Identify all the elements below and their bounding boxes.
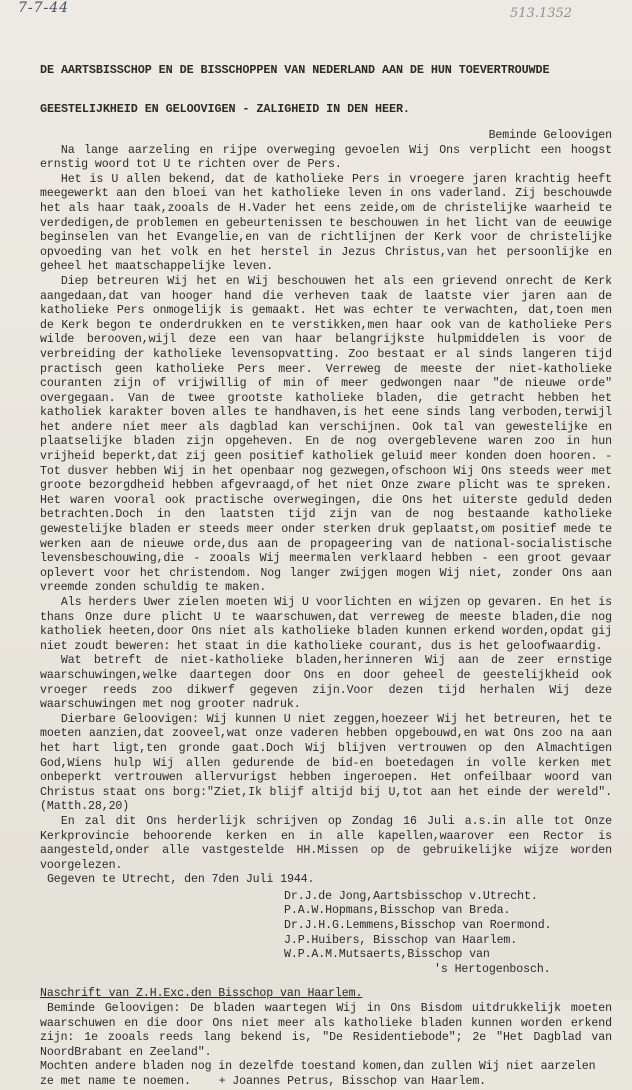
paragraph-grievance: Diep betreuren Wij het en Wij beschouwen het als een grievend onrecht de Kerk aangedaan,dat van hooger hand die verheven taak de laatste vier jaren aan de katholieke Pers onmogelijk is gemaakt. Het was echter te verwachten, dat,toen men de Kerk begon te onderdrukken en te verstikken,men haar ook van de katholieke Pers wilde berooven,wijl deze een van haar belangrijkste hulpmiddelen is voor de verbreiding der katholieke levensopvatting. Zoo bestaat er al sinds langeren tijd practisch geen katholieke Pers meer. Verreweg de meeste der niet-katholieke couranten zijn of vrijwillig of min of meer gedwongen naar "de nieuwe orde" overgegaan. Van de twee grootste katholieke bladen, die getracht hebben het katholiek karakter boven alles te handhaven,is het eene sinds lang verboden,terwijl het andere niet meer als dagblad kan verschijnen. Ook tal van gewestelijke en plaatselijke bladen zijn opgeheven. En de nog overgeblevene waren zoo in hun vrijheid beperkt,dat zij geen positief katholiek geluid meer konden doen hooren. - Tot dusver hebben Wij in het openbaar nog gezwegen,ofschoon Wij Ons steeds weer met groote bezorgdheid hebben afgevraagd,of het niet Onze zware plicht was te spreken. Het waren vooral ook practische overwegingen, die Ons het uiterste geduld deden betrachten.Doch in den laatsten tijd zijn van de nog bestaande katholieke gewestelijke bladen er steeds meer onder sterken druk geplaatst,om positief mede te werken aan de nieuwe orde,dus aan de propageering van de national-socialistische levensbeschouwing,die - zooals Wij meermalen verklaard hebben - een groot gevaar oplevert voor het christendom. Nog langer zwijgen mogen Wij niet, zonder Ons aan vreemde zonden schuldig te maken.	[40, 274, 612, 595]
signature-breda: P.A.W.Hopmans,Bisschop van Breda.	[284, 904, 511, 918]
paragraph-reading-instruction: En zal dit Ons herderlijk schrijven op Zondag 16 Juli a.s.in alle tot Onze Kerkprovincie behoorende kerken en in alle kapellen,waarover een Rector is aangesteld,onder alle vastgestelde HH.Missen op de gebruikelijke wijze worden voorgelezen.	[40, 814, 612, 872]
letter-title	[40, 38, 612, 142]
signature-block	[284, 890, 612, 978]
paragraph-catholic-press: Het is U allen bekend, dat de katholieke Pers in vroegere jaren krachtig heeft meegewerkt aan den bloei van het katholieke leven in ons vaderland. Zij beschouwde het als haar taak,zooals de H.Vader het eens zeide,om de christelijke waarheid te verdedigen,de problemen en gebeurtenissen te beschouwen in het licht van de eeuwige beginselen van het Evangelie,en van de richtlijnen der Kerk voor de christelijke opvoeding van het volk en het herstel in Jezus Christus,van het persoonlijke en geheel het maatschappelijke leven.	[40, 172, 612, 274]
pastoral-letter	[40, 38, 612, 1090]
dateline: Gegeven te Utrecht, den 7den Juli 1944.	[46, 873, 315, 887]
paragraph-non-catholic: Wat betreft de niet-katholieke bladen,herinneren Wij aan de zeer ernstige waarschuwingen,welke daartegen door Ons en door geheel de geestelijkheid ook vroeger reeds zoo dikwerf gegeven zijn.Voor dezen tijd herhalen Wij deze waarschuwingen met nog grooter nadruk.	[40, 654, 612, 712]
archive-number: 513.1352	[510, 6, 573, 21]
paragraph-trust: Dierbare Geloovigen: Wij kunnen U niet zeggen,hoezeer Wij het betreuren, het te moeten aanzien,dat zooveel,wat onze vaderen hebben opgebouwd,en wat Ons zoo na aan het hart ligt,ten gronde gaat.Doch Wij blijven vertrouwen op den Almachtigen God,Wiens hulp Wij allen gedurende de bid-en boetedagen in volle kerken met onbeperkt vertrouwen allervurigst hebben ingeroepen. Het onfeilbaar woord van Christus staat ons borg:"Ziet,Ik blijf altijd bij U,tot aan het einde der wereld".(Matth.28,20)	[40, 712, 612, 814]
paragraph-warning: Als herders Uwer zielen moeten Wij U voorlichten en wijzen op gevaren. En het is thans Onze dure plicht U te waarschuwen,dat verreweg de meeste bladen,die nog katholiek heeten,door Ons niet als katholieke bladen kunnen erkend worden,opdat gij niet zoudt beweren: het staat in die katholieke courant, dus is het geloofwaardig.	[40, 596, 612, 653]
salutation: Beminde Geloovigen	[488, 129, 612, 142]
postscript-signature: + Joannes Petrus, Bisschop van Haarlem.	[218, 1075, 487, 1088]
handwritten-date: 7-7-44	[18, 0, 70, 16]
title-line-1: DE AARTSBISSCHOP EN DE BISSCHOPPEN VAN NEDERLAND AAN DE HUN TOEVERTROUWDE	[40, 63, 550, 77]
signature-utrecht: Dr.J.de Jong,Aartsbisschop v.Utrecht.	[284, 889, 538, 903]
title-line-2: GEESTELIJKHEID EN GELOOVIGEN - ZALIGHEID IN DEN HEER.	[40, 102, 410, 116]
signature-haarlem: J.P.Huibers, Bisschop van Haarlem.	[284, 933, 518, 947]
postscript-closing-text: Mochten andere bladen nog in dezelfde toestand komen,dan zullen Wij niet aarzelen ze met name te noemen.	[40, 1060, 596, 1088]
postscript-paragraph: Beminde Geloovigen: De bladen waartegen Wij in Ons Bisdom uitdrukkelijk moeten waarschuwen en die door Ons niet meer als katholieke bladen kunnen worden erkend zijn: 1e zooals reeds lang bekend is, "De Residentiebode"; 2e "Het Dagblad van NoordBrabant en Zeeland".	[40, 1002, 612, 1059]
postscript-closing	[40, 1060, 612, 1089]
postscript-title: Naschrift van Z.H.Exc.den Bisschop van Haarlem.	[40, 987, 363, 1001]
signature-den-bosch: W.P.A.M.Mutsaerts,Bisschop van	[284, 948, 490, 962]
paragraph-intro: Na lange aarzeling en rijpe overweging gevoelen Wij Ons verplicht een hoogst ernstig woord tot U te richten over de Pers.	[40, 143, 612, 172]
signature-roermond: Dr.J.H.G.Lemmens,Bisschop van Roermond.	[284, 919, 552, 933]
signature-den-bosch-continued: 's Hertogenbosch.	[434, 962, 551, 976]
